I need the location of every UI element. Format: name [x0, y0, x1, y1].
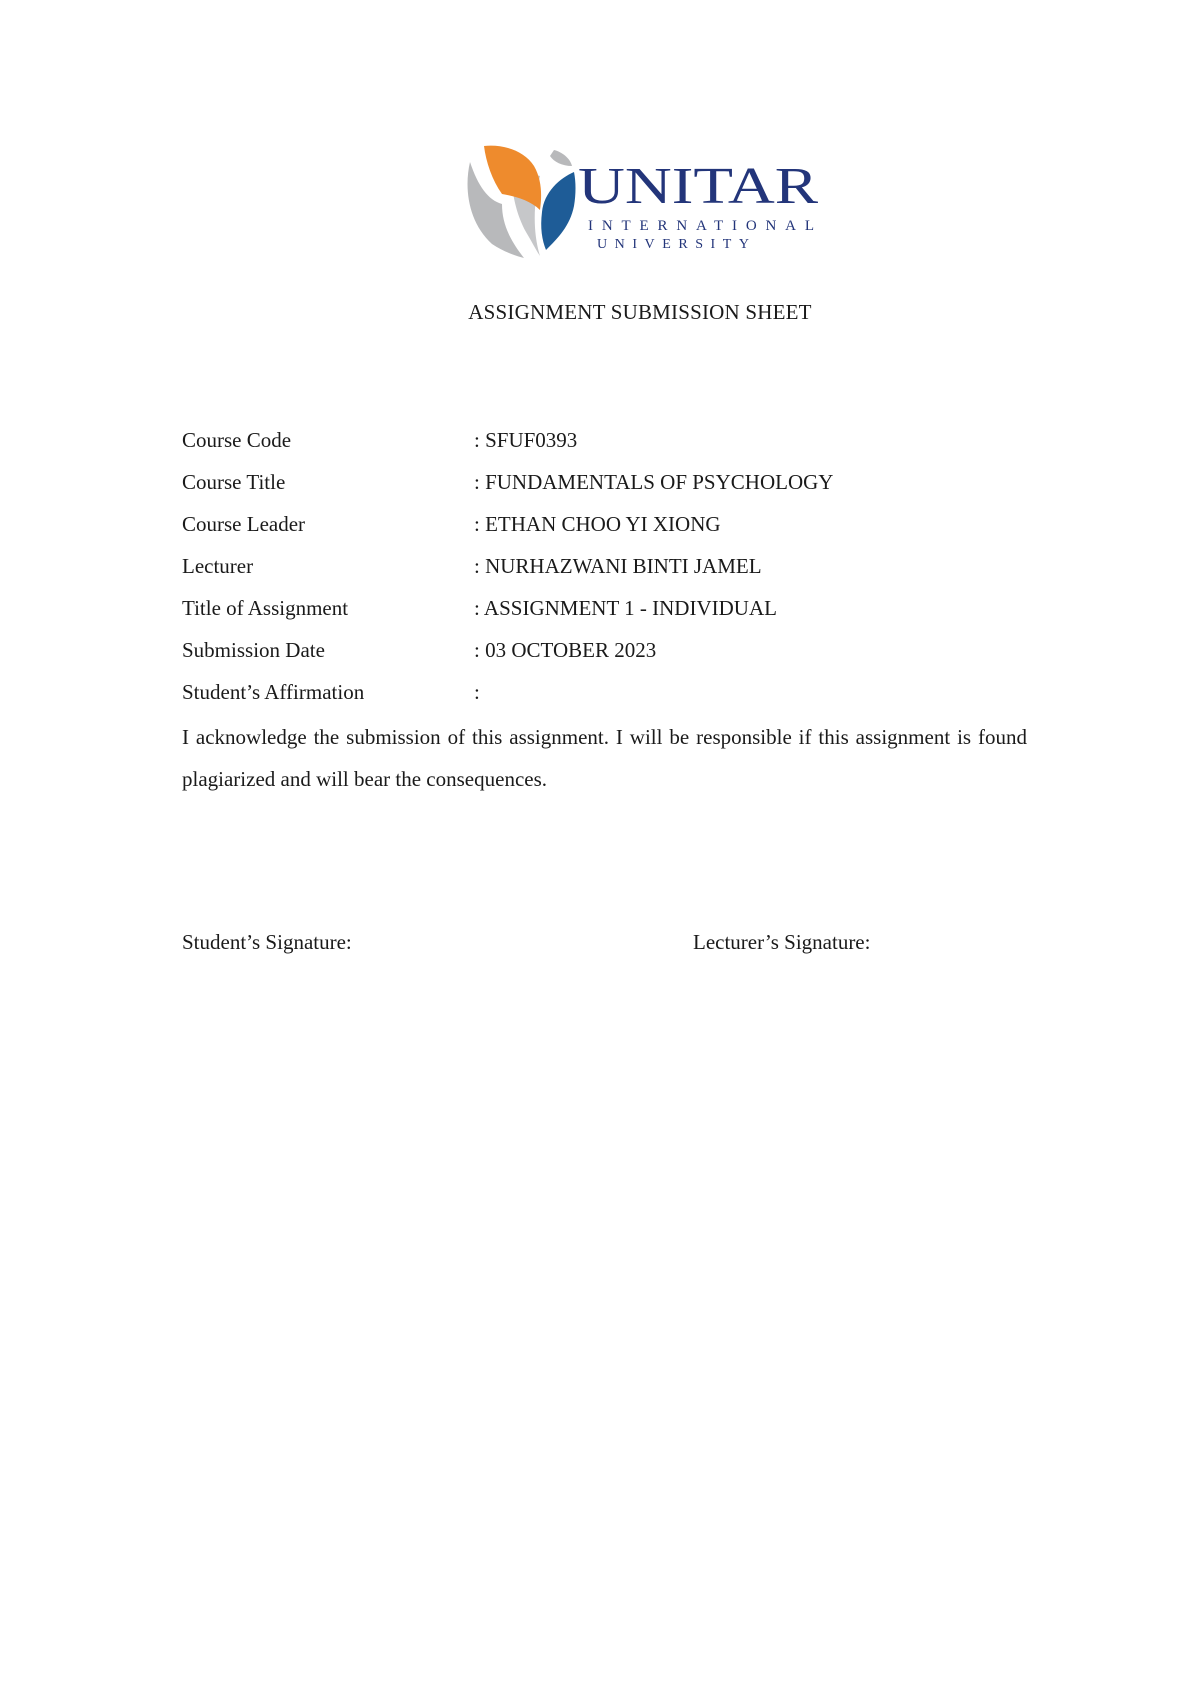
logo-subtitle-international: INTERNATIONAL: [588, 218, 814, 234]
logo-wordmark: UNITAR: [578, 158, 819, 215]
student-signature-label: Student’s Signature:: [182, 930, 352, 954]
info-row-lecturer: [182, 552, 1027, 594]
info-row-course-leader: [182, 510, 1027, 552]
submission-date-value: : 03 OCTOBER 2023: [474, 638, 657, 662]
course-code-label: Course Code: [182, 428, 292, 452]
info-row-course-code: [182, 426, 1027, 468]
student-affirmation-label: Student’s Affirmation: [182, 680, 365, 704]
submission-date-label: Submission Date: [182, 638, 325, 662]
affirmation-statement: I acknowledge the submission of this assignment. I will be responsible if this assignment is found plagiarized and will bear the consequences.: [182, 725, 1027, 791]
info-row-submission-date: [182, 636, 1027, 678]
student-affirmation-value: :: [474, 680, 480, 704]
sheet-title: ASSIGNMENT SUBMISSION SHEET: [468, 300, 812, 324]
course-title-label: Course Title: [182, 470, 286, 494]
course-info-table: [182, 426, 1027, 720]
unitar-logo-graphic: [462, 140, 822, 262]
unitar-logo: [462, 140, 822, 262]
assignment-title-label: Title of Assignment: [182, 596, 349, 620]
course-leader-label: Course Leader: [182, 512, 306, 536]
info-row-assignment-title: [182, 594, 1027, 636]
info-row-student-affirmation: [182, 678, 1027, 720]
course-title-value: : FUNDAMENTALS OF PSYCHOLOGY: [474, 470, 834, 494]
info-row-course-title: [182, 468, 1027, 510]
lecturer-signature-label: Lecturer’s Signature:: [693, 930, 871, 954]
lecturer-label: Lecturer: [182, 554, 254, 578]
assignment-title-value: : ASSIGNMENT 1 - INDIVIDUAL: [474, 596, 777, 620]
lecturer-value: : NURHAZWANI BINTI JAMEL: [474, 554, 762, 578]
logo-blue-leaf: [541, 172, 575, 250]
logo-gray-sprout: [550, 150, 572, 166]
logo-subtitle-university: UNIVERSITY: [597, 237, 749, 252]
course-code-value: : SFUF0393: [474, 428, 578, 452]
course-leader-value: : ETHAN CHOO YI XIONG: [474, 512, 721, 536]
